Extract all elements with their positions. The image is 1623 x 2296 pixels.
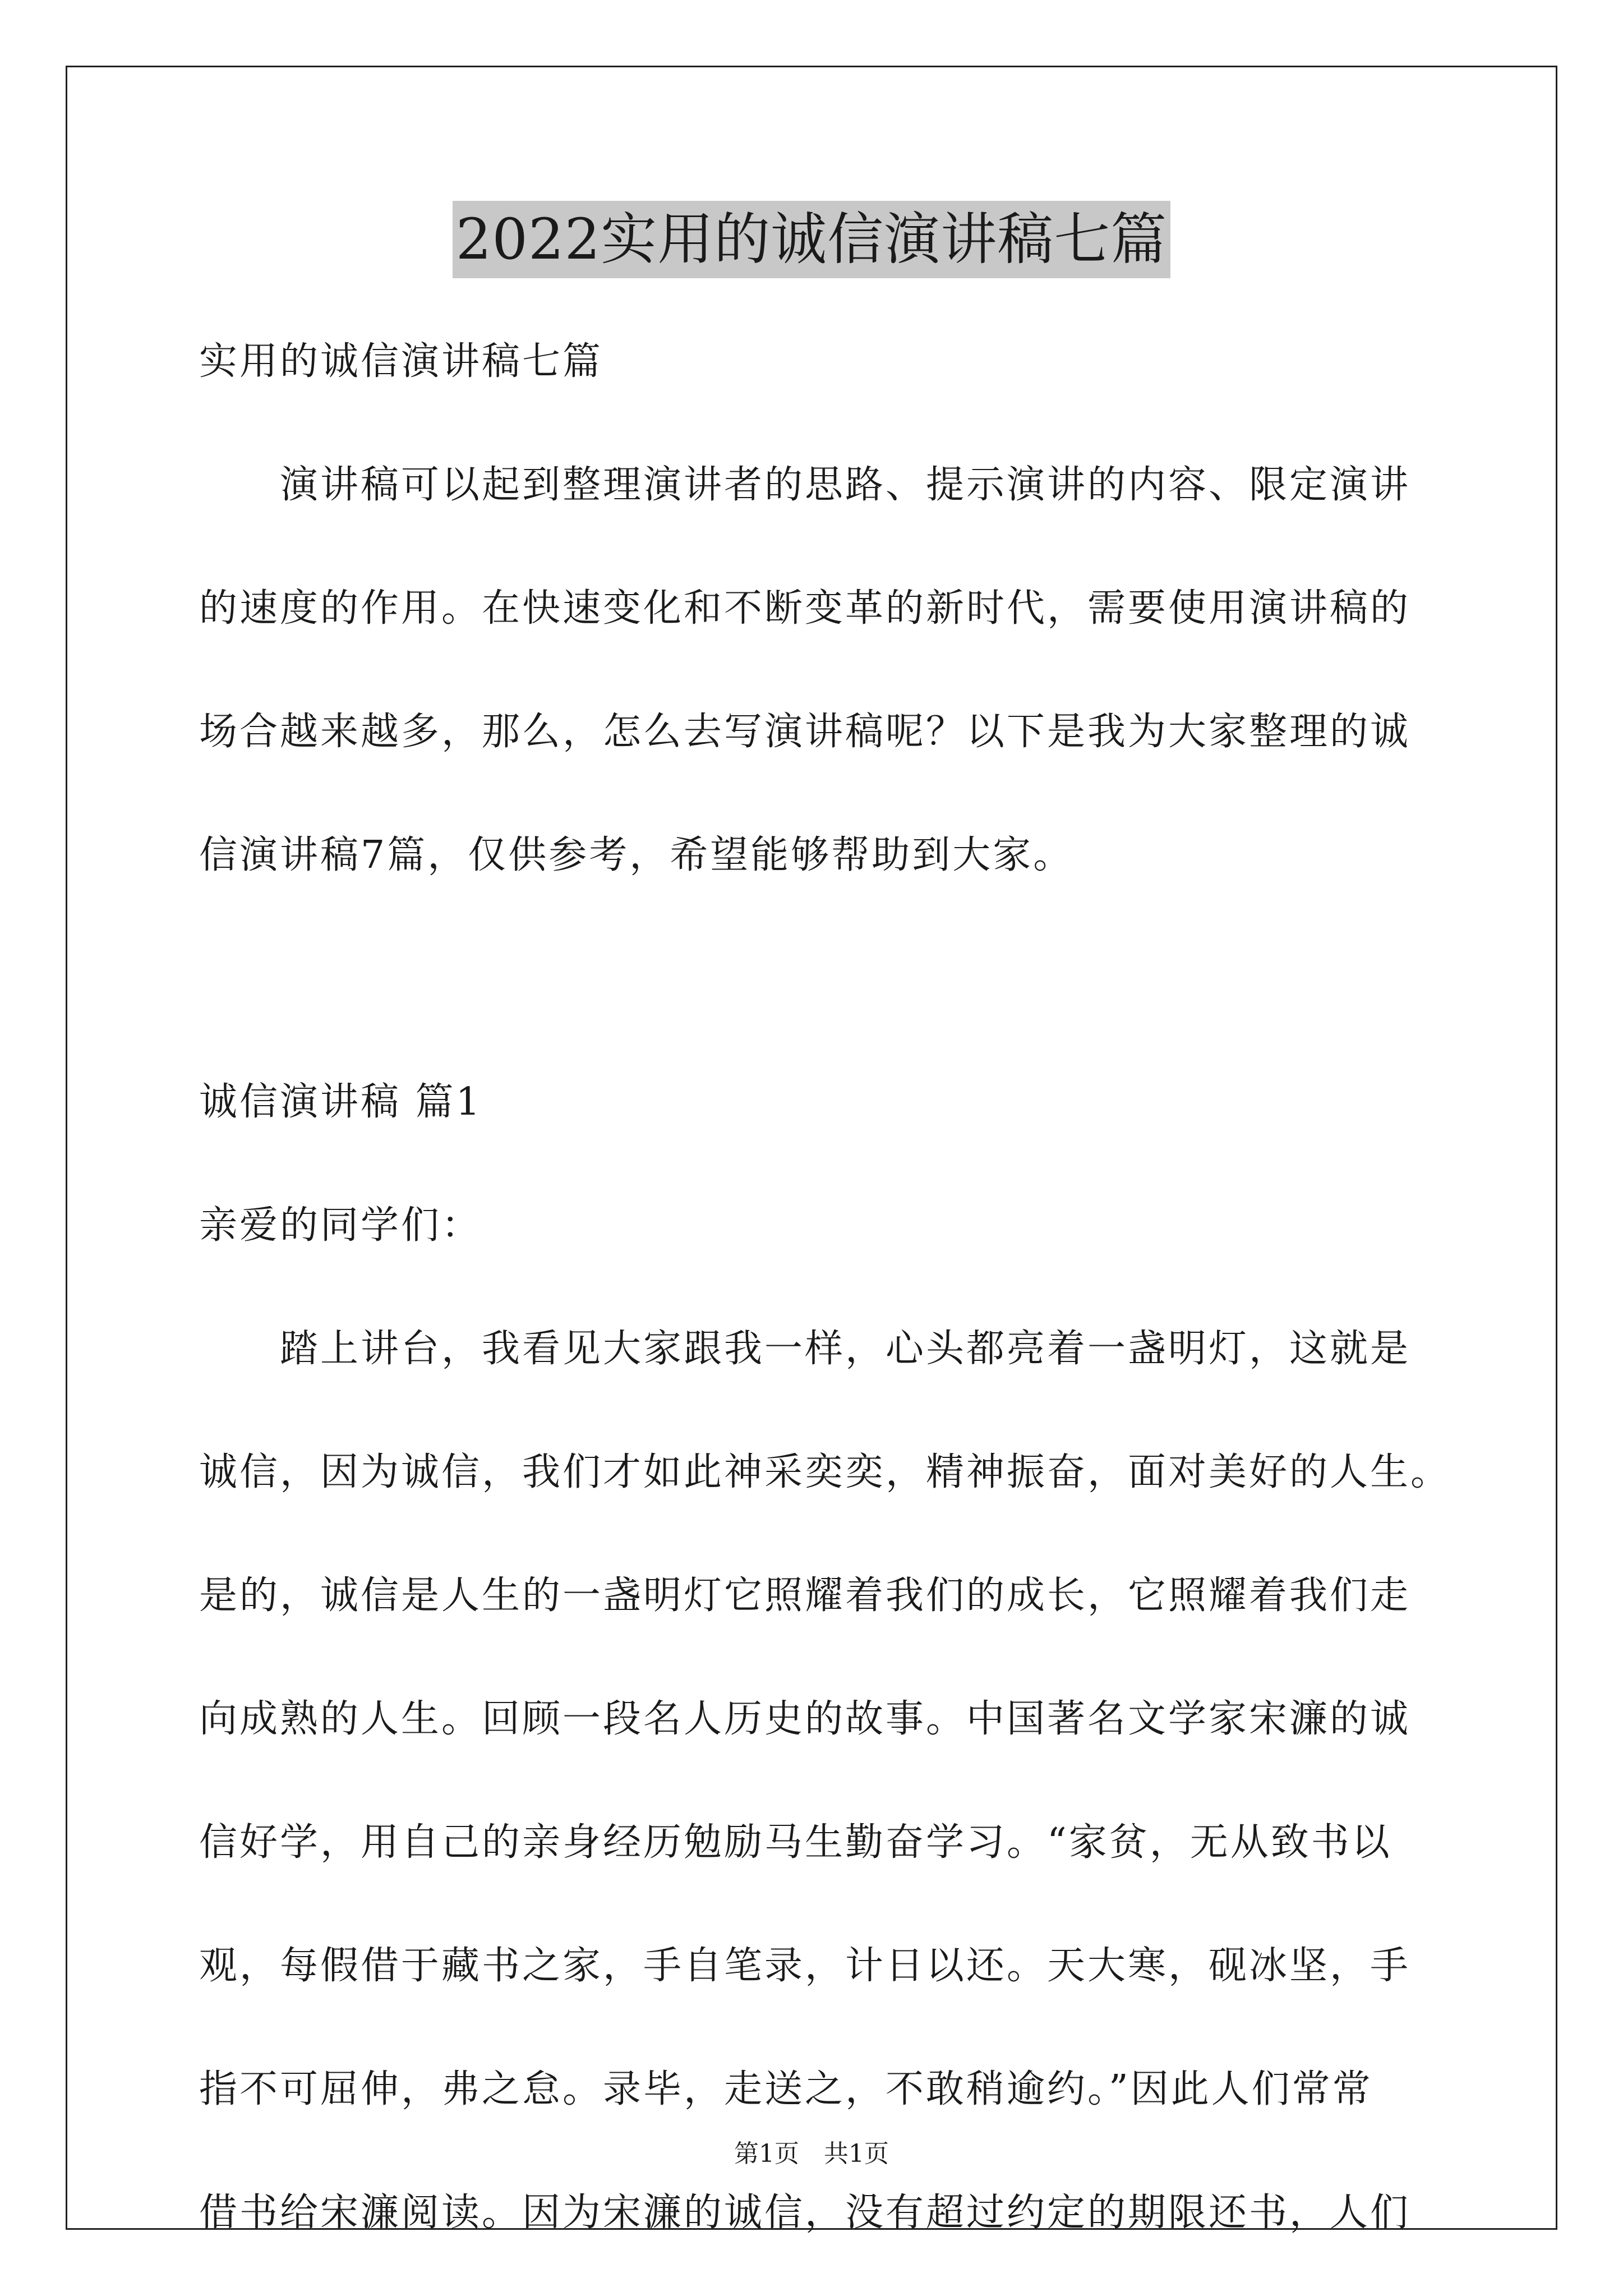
- paragraph-line: 信好学，用自己的亲身经历勉励马生勤奋学习。“家贫，无从致书以: [199, 1820, 1392, 1865]
- paragraph-line: 借书给宋濂阅读。因为宋濂的诚信，没有超过约定的期限还书，人们: [199, 2191, 1411, 2235]
- paragraph-line: 踏上讲台，我看见大家跟我一样，心头都亮着一盏明灯，这就是: [199, 1327, 1411, 1371]
- paragraph-line: 观，每假借于藏书之家，手自笔录，计日以还。天大寒，砚冰坚，手: [199, 1944, 1411, 1988]
- subtitle-line: 实用的诚信演讲稿七篇: [199, 339, 603, 384]
- page-footer: 第1页 共1页: [734, 2139, 889, 2168]
- section-heading: 诚信演讲稿 篇1: [199, 1080, 482, 1124]
- title-container: [0, 201, 1623, 278]
- paragraph-line: 指不可屈伸，弗之怠。录毕，走送之，不敢稍逾约。”因此人们常常: [199, 2067, 1373, 2111]
- paragraph-line: 向成熟的人生。回顾一段名人历史的故事。中国著名文学家宋濂的诚: [199, 1697, 1411, 1741]
- page-border: [66, 66, 1557, 2230]
- paragraph-line: 诚信，因为诚信，我们才如此神采奕奕，精神振奋，面对美好的人生。: [199, 1450, 1451, 1494]
- salutation-line: 亲爱的同学们：: [199, 1203, 482, 1248]
- document-title: 2022实用的诚信演讲稿七篇: [453, 201, 1171, 278]
- paragraph-line: 信演讲稿7篇，仅供参考，希望能够帮助到大家。: [199, 833, 1074, 877]
- paragraph-line: 演讲稿可以起到整理演讲者的思路、提示演讲的内容、限定演讲: [199, 463, 1411, 507]
- paragraph-line: 场合越来越多，那么，怎么去写演讲稿呢？以下是我为大家整理的诚: [199, 710, 1411, 754]
- paragraph-line: 是的，诚信是人生的一盏明灯它照耀着我们的成长，它照耀着我们走: [199, 1573, 1411, 1618]
- paragraph-line: 的速度的作用。在快速变化和不断变革的新时代，需要使用演讲稿的: [199, 586, 1411, 631]
